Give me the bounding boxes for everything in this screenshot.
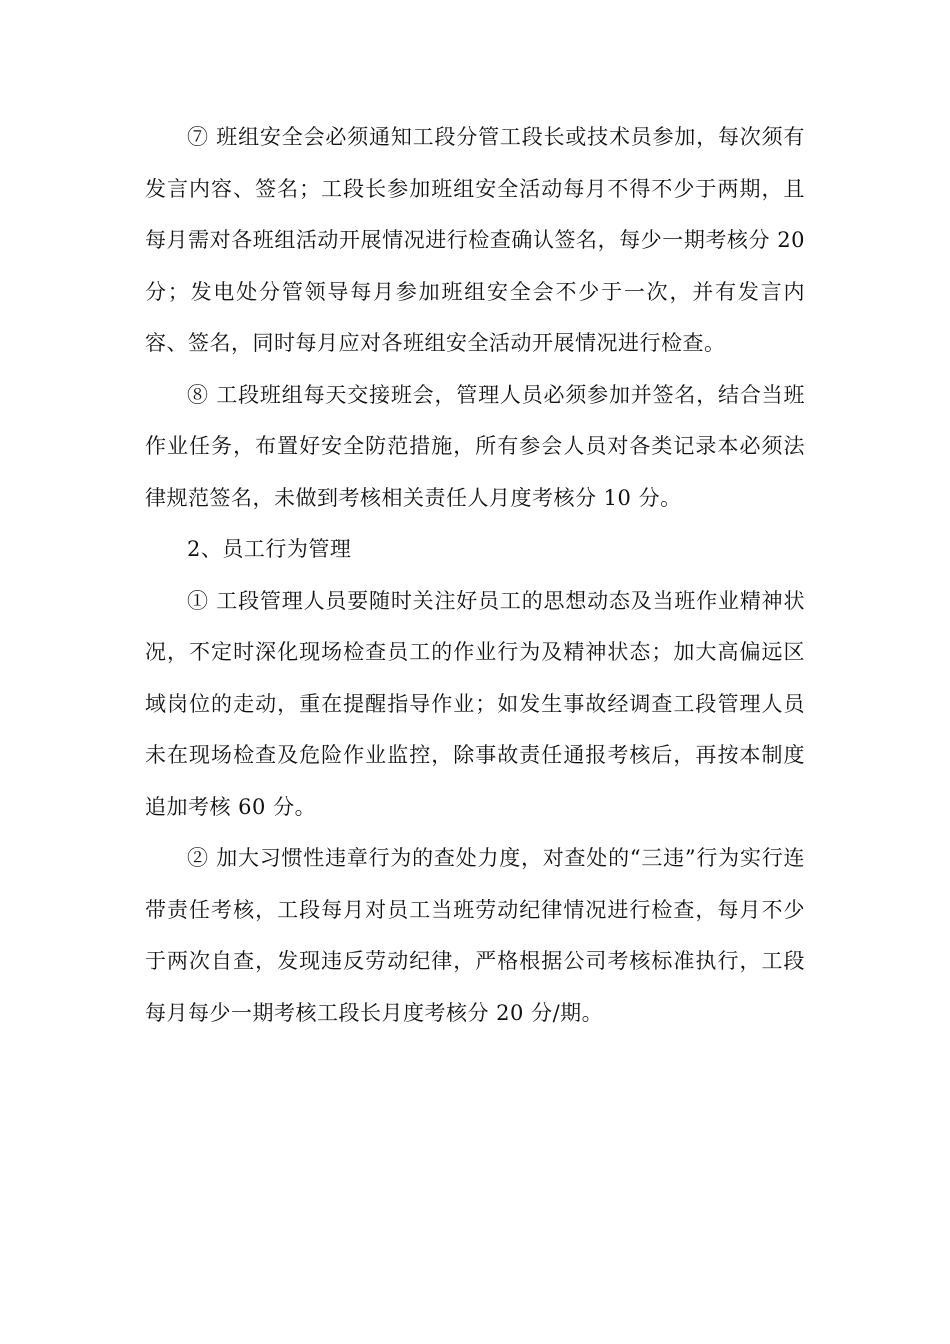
section-heading-employee-behavior: 2、员工行为管理 [187,537,352,561]
paragraph-item-1-staff-monitoring: ① 工段管理人员要随时关注好员工的思想动态及当班作业精神状况，不定时深化现场检查员工的作业行为及精神状态；加大高偏远区域岗位的走动，重在提醒指导作业；如发生事故经调查工段管理人员未在现场检查及危险作业监控，除事故责任通报考核后，再按本制度追加考核 60 分。 [145,588,805,819]
paragraph-item-7-team-safety-meeting: ⑦ 班组安全会必须通知工段分管工段长或技术员参加，每次须有发言内容、签名；工段长参加班组安全活动每月不得不少于两期，且每月需对各班组活动开展情况进行检查确认签名，每少一期考核分 20 分；发电处分管领导每月参加班组安全会不少于一次，并有发言内容、签名，同时每月应对各班组安全活动开展情况进行检查。 [145,125,805,355]
paragraph-item-8-shift-handover-meeting: ⑧ 工段班组每天交接班会，管理人员必须参加并签名，结合当班作业任务，布置好安全防范措施，所有参会人员对各类记录本必须法律规范签名，未做到考核相关责任人月度考核分 10 分。 [145,382,805,510]
paragraph-item-2-violation-enforcement: ② 加大习惯性违章行为的查处力度，对查处的“三违”行为实行连带责任考核，工段每月对员工当班劳动纪律情况进行检查，每月不少于两次自查，发现违反劳动纪律，严格根据公司考核标准执行，工段每月每少一期考核工段长月度考核分 20 分/期。 [145,846,805,1025]
document-body [145,112,805,1039]
